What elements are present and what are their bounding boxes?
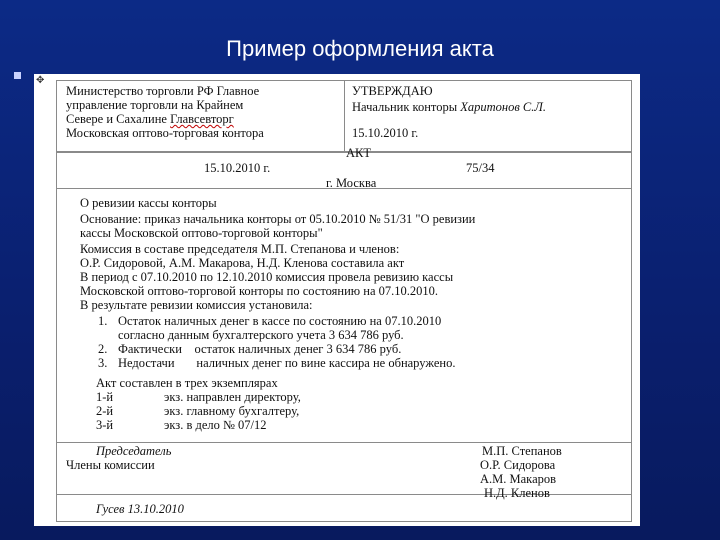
body-subject: О ревизии кассы конторы — [80, 196, 217, 210]
copy-1-text: экз. направлен директору, — [164, 390, 301, 404]
header-table-divider — [344, 80, 345, 152]
finding-1-text: Остаток наличных денег в кассе по состоянию на 07.10.2010 — [118, 314, 442, 328]
body-commission-line-1: Комиссия в составе председателя М.П. Степанова и членов: — [80, 242, 400, 256]
body-basis-line-2: кассы Московской оптово-торговой конторы" — [80, 226, 323, 240]
finding-3-num: 3. — [98, 356, 108, 370]
copy-1-number: 1-й — [96, 390, 114, 404]
approve-position: Начальник конторы — [352, 100, 458, 114]
ministry-line-3-text: Севере и Сахалине — [66, 112, 167, 126]
chair-label: Председатель — [96, 444, 172, 458]
act-date: 15.10.2010 г. — [204, 161, 271, 175]
approve-date: 15.10.2010 г. — [352, 126, 419, 140]
finding-3-text: Недостачи наличных денег по вине кассира не обнаружено. — [118, 356, 456, 370]
act-city: г. Москва — [326, 176, 377, 190]
copy-3-text: экз. в дело № 07/12 — [164, 418, 267, 432]
member-name-3: Н.Д. Кленов — [484, 486, 550, 500]
copy-2-number: 2-й — [96, 404, 114, 418]
finding-1-num: 1. — [98, 314, 108, 328]
finding-2-text: Фактически остаток наличных денег 3 634 786 руб. — [118, 342, 402, 356]
table-move-handle-icon[interactable]: ✥ — [36, 75, 45, 86]
ministry-line-1: Министерство торговли РФ Главное — [66, 84, 260, 98]
glavsevtorg-text: Главсевторг — [170, 112, 234, 126]
ministry-line-2: управление торговли на Крайнем — [66, 98, 244, 112]
finding-1-text-cont: согласно данным бухгалтерского учета 3 634 786 руб. — [118, 328, 404, 342]
member-name-2: А.М. Макаров — [480, 472, 557, 486]
act-document — [34, 74, 640, 526]
copy-3-number: 3-й — [96, 418, 114, 432]
body-period-line-1: В период с 07.10.2010 по 12.10.2010 комиссия провела ревизию кассы — [80, 270, 454, 284]
footer-stamp: Гусев 13.10.2010 — [96, 502, 184, 516]
slide-title: Пример оформления акта — [226, 36, 494, 61]
body-result-intro: В результате ревизии комиссия установила: — [80, 298, 313, 312]
approve-position-line — [352, 100, 546, 114]
approve-label: УТВЕРЖДАЮ — [352, 84, 433, 98]
finding-2-num: 2. — [98, 342, 108, 356]
members-label: Члены комиссии — [66, 458, 155, 472]
office-name: Московская оптово-торговая контора — [66, 126, 264, 140]
signature-section-divider — [56, 442, 632, 443]
chair-name: М.П. Степанов — [482, 444, 562, 458]
act-title: АКТ — [346, 146, 371, 160]
copies-intro: Акт составлен в трех экземплярах — [96, 376, 278, 390]
body-basis-line-1: Основание: приказ начальника конторы от 05.10.2010 № 51/31 "О ревизии — [80, 212, 476, 226]
body-period-line-2: Московской оптово-торговой конторы по состоянию на 07.10.2010. — [80, 284, 439, 298]
approve-name: Харитонов С.Л. — [460, 100, 546, 114]
copy-2-text: экз. главному бухгалтеру, — [164, 404, 300, 418]
body-commission-line-2: О.Р. Сидоровой, А.М. Макарова, Н.Д. Кленова составила акт — [80, 256, 405, 270]
bullet-marker — [14, 72, 21, 79]
act-number: 75/34 — [466, 161, 495, 175]
member-name-1: О.Р. Сидорова — [480, 458, 556, 472]
ministry-line-3 — [66, 112, 234, 126]
